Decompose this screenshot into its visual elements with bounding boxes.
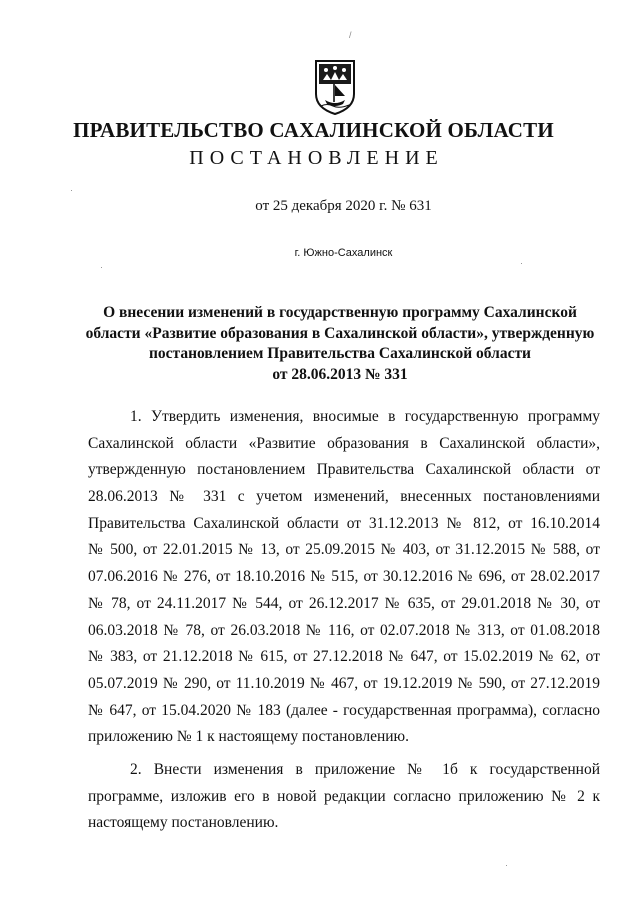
text-line: № 647, от 15.04.2020 № 183 (далее - государственная программа), согласно — [88, 701, 600, 719]
text-line: 2. Внести изменения в приложение № 1б к государственной — [130, 760, 600, 778]
text-line: 1. Утвердить изменения, вносимые в государственную программу — [130, 408, 600, 425]
text-line: Правительства Сахалинской области от 31.12.2013 № 812, от 16.10.2014 — [88, 514, 600, 532]
coat-of-arms-icon — [313, 58, 357, 116]
subject-line: О внесении изменений в государственную программу Сахалинской — [103, 304, 577, 321]
subject-line: области «Развитие образования в Сахалинской области», утвержденную — [85, 324, 595, 342]
paragraph-2 — [88, 757, 600, 837]
text-line: 05.07.2019 № 290, от 11.10.2019 № 467, от 19.12.2019 № 590, от 27.12.2019 — [88, 674, 600, 692]
text-line: № 500, от 22.01.2015 № 13, от 25.09.2015 № 403, от 31.12.2015 № 588, от — [88, 541, 600, 559]
text-line: Сахалинской области «Развитие образования в Сахалинской области», — [88, 434, 600, 452]
text-line: приложению № 1 к настоящему постановлению. — [88, 728, 409, 746]
document-city: г. Южно-Сахалинск — [294, 247, 393, 259]
text-line: 06.03.2018 № 78, от 26.03.2018 № 116, от 02.07.2018 № 313, от 01.08.2018 — [88, 621, 600, 639]
document-body — [88, 404, 600, 837]
scan-speck: / — [349, 30, 352, 40]
text-line: 28.06.2013 № 331 с учетом изменений, внесенных постановлениями — [88, 488, 600, 506]
government-title: ПРАВИТЕЛЬСТВО САХАЛИНСКОЙ ОБЛАСТИ — [73, 118, 554, 142]
document-subject — [80, 303, 600, 385]
paragraph-1 — [88, 404, 600, 751]
scan-speck: · — [505, 860, 508, 870]
scan-speck: · — [520, 258, 523, 268]
text-line: программе, изложив его в новой редакции согласно приложению № 2 к — [88, 787, 600, 805]
subject-line: от 28.06.2013 № 331 — [272, 365, 408, 383]
text-line: № 383, от 21.12.2018 № 615, от 27.12.2018 № 647, от 15.02.2019 № 62, от — [88, 648, 600, 666]
document-date-number: от 25 декабря 2020 г. № 631 — [255, 198, 432, 214]
scan-speck: · — [70, 185, 73, 195]
text-line: 07.06.2016 № 276, от 18.10.2016 № 515, от 30.12.2016 № 696, от 28.02.2017 — [88, 568, 600, 586]
subject-line: постановлением Правительства Сахалинской области — [148, 345, 531, 362]
text-line: № 78, от 24.11.2017 № 544, от 26.12.2017 № 635, от 29.01.2018 № 30, от — [88, 594, 600, 612]
text-line: настоящему постановлению. — [88, 814, 279, 832]
document-type: ПОСТАНОВЛЕНИЕ — [189, 147, 444, 169]
text-line: утвержденную постановлением Правительства Сахалинской области от — [88, 461, 600, 479]
scan-speck: · — [100, 262, 103, 272]
